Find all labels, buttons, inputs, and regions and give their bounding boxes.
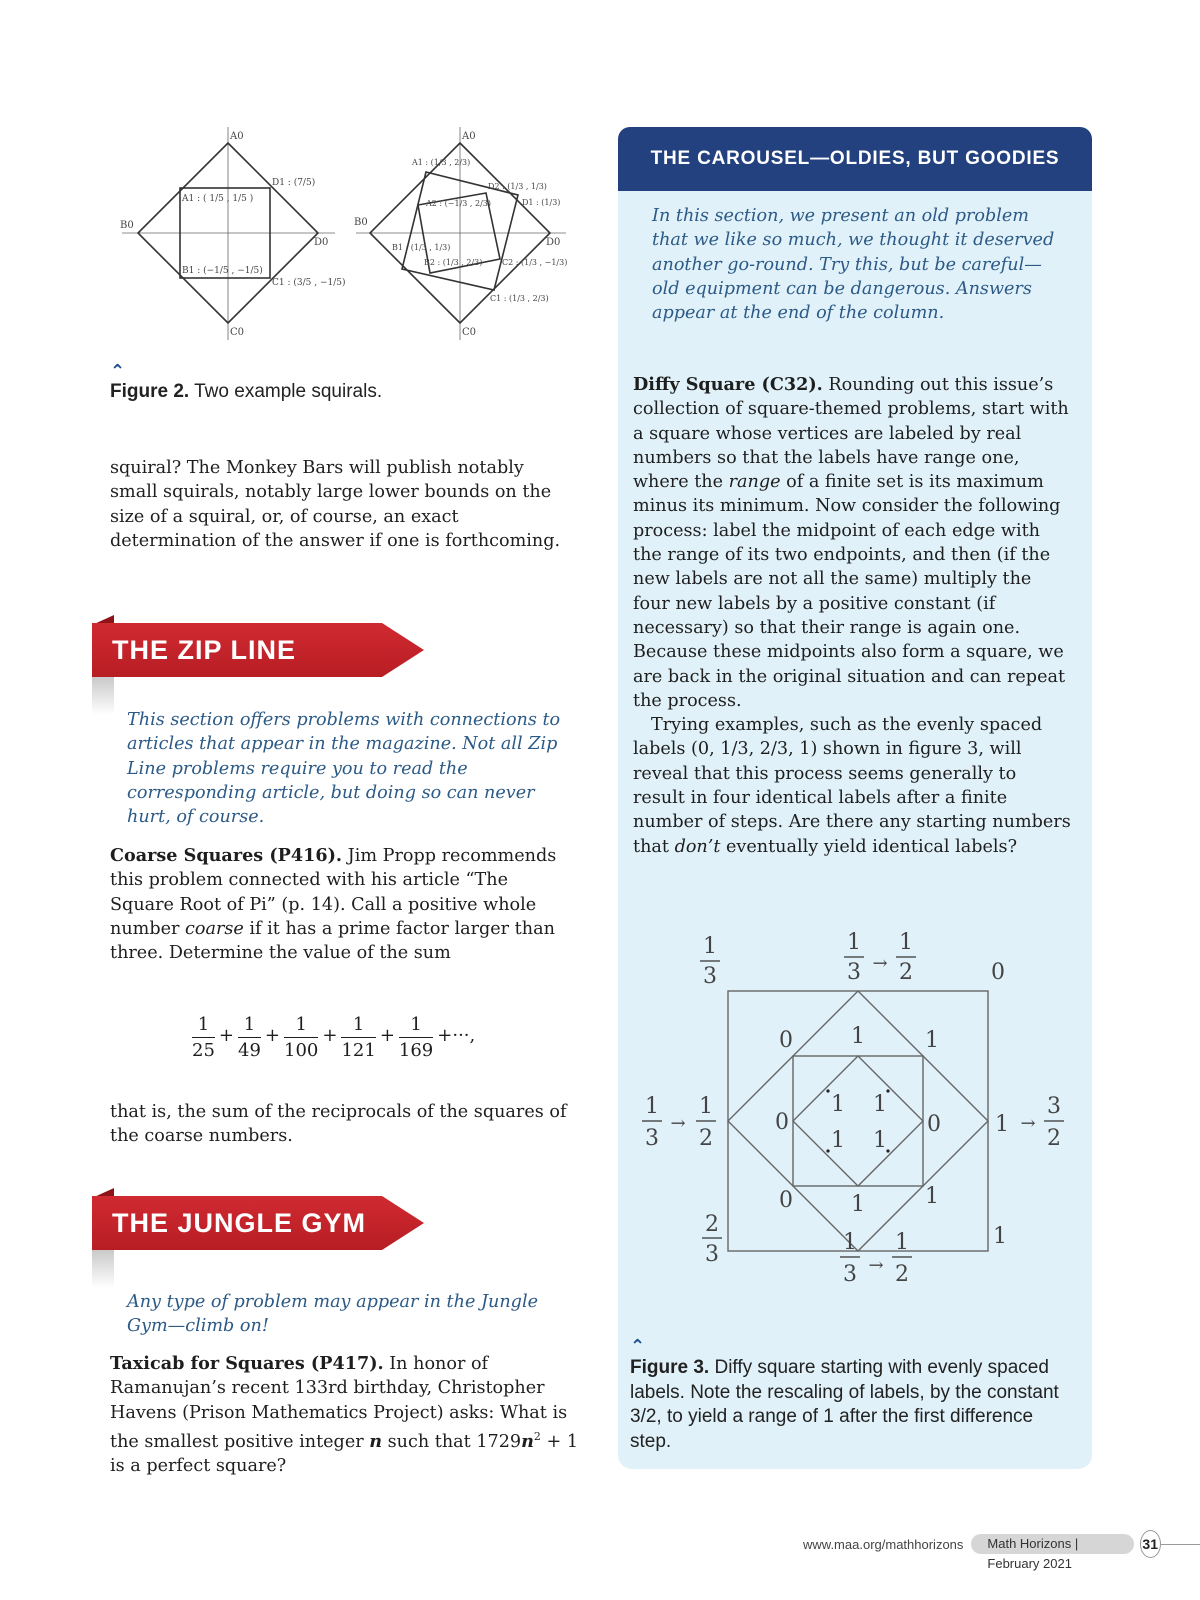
fig3-label: 2 [895,1262,909,1287]
right-label-D2: D2 : (1/3 , 1/3) [488,182,547,191]
fig3-arrow: → [872,953,888,974]
fig3-label: 0 [927,1112,941,1137]
right-label-B2: B2 : (1/3 , 2/3) [424,258,483,267]
right-label-C2: C2 : (1/3 , −1/3) [502,258,568,267]
fig3-label: 0 [779,1028,793,1053]
taxicab-text-1: In honor of Ramanujan’s recent 133rd birthday, Christopher Havens (Prison Mathematics Project) asks: What is the smallest positive integer [110,1354,568,1452]
figure-2-squirals [110,125,590,350]
figure-3-caption-label: Figure 3. [630,1357,710,1378]
fig3-label: 3 [1047,1094,1061,1119]
coarse-term: coarse [185,918,244,939]
coarse-squares-title: Coarse Squares (P416). [110,845,343,866]
fig3-label: 1 [851,1024,865,1049]
fig3-label: 1 [993,1224,1007,1249]
sum-denominator: 49 [238,1037,261,1063]
fig3-label: 1 [831,1092,845,1117]
right-label-D0: D0 [546,237,561,248]
left-label-B1: B1 : (−1/5 , −1/5) [182,266,263,276]
sum-denominator: 100 [284,1037,318,1063]
left-label-D0: D0 [314,237,329,248]
fig3-label: 2 [705,1212,719,1237]
sum-numerator: 1 [295,1014,307,1035]
fig3-label: 3 [843,1262,857,1287]
right-label-A1: A1 : (1/3 , 2/3) [412,158,471,167]
diffy-paragraph-1 [633,373,1073,713]
figure-3-caption [630,1356,1070,1454]
carousel-header [618,127,1092,191]
fig3-label: 0 [779,1188,793,1213]
carousel-header-title: THE CAROUSEL—OLDIES, BUT GOODIES [650,148,1060,169]
chevron-up-icon: ⌃ [630,1336,646,1357]
fig3-label: 1 [847,930,861,955]
left-label-B0: B0 [120,220,134,231]
diffy-square-problem [633,373,1073,859]
sum-denominator: 169 [399,1037,433,1063]
taxicab-expression: $1729n^2 + 1$ is a perfect square? [110,1429,579,1477]
taxicab-text-2: such that [387,1431,471,1452]
dont-term: don’t [674,836,721,857]
right-label-A0: A0 [462,131,476,142]
fig3-label: 0 [775,1110,789,1135]
fig3-label: 3 [703,964,717,989]
fig3-label: 2 [899,960,913,985]
chevron-up-icon: ⌃ [110,361,126,382]
fig3-label: 1 [645,1094,659,1119]
diffy-text: Trying examples, such as the evenly spaced labels (0, 1/3, 2/3, 1) shown in figure 3, will reveal that this process seems generally to result in four identical labels after a finite number of steps. Are there any starting numbers that [633,715,1071,857]
zip-line-intro: This section offers problems with connections to articles that appear in the magazine. Not all Zip Line problems require you to read the corresponding article, but doing so can never hurt, of course. [127,710,561,828]
diffy-text: of a finite set is its maximum minus its minimum. Now consider the following process: label the midpoint of each edge with the range of its two endpoints, and then (if the new labels are not all the same) multiply the four new labels by a positive constant (if necessary) so that their range is again one. Because these midpoints also form a square, we are back in the original situation and can repeat the process. [633,472,1066,711]
zip-line-title: THE ZIP LINE [112,635,297,665]
squiral-left [122,127,335,340]
fig3-label: 3 [645,1126,659,1151]
middle-square [793,1056,923,1186]
figure-2-caption-text: Two example squirals. [194,381,383,402]
left-label-A0: A0 [230,131,244,142]
sum-numerator: 1 [410,1014,422,1035]
right-label-D1: D1 : (1/3) [522,198,561,207]
left-label-A1: A1 : ( 1/5 , 1/5 ) [182,194,254,204]
sum-term [399,1013,433,1063]
carousel-intro: In this section, we present an old problem that we like so much, we thought it deserved another go-round. Try this, but be careful—old equipment can be dangerous. Answers appear at the end of the column. [652,206,1055,324]
fig3-label: 1 [843,1230,857,1255]
fig3-label: 1 [925,1184,939,1209]
jungle-gym-intro: Any type of problem may appear in the Jungle Gym—climb on! [127,1292,538,1337]
figure-3-caption-text: Diffy square starting with evenly spaced labels. Note the rescaling of labels, by the constant 3/2, to yield a range of 1 after the first difference step. [630,1357,1059,1452]
sum-formula: $\frac{1}{25}$ + $\frac{1}{49}$ + $\frac{1}{100}$ + $\frac{1}{121}$ + $\frac{1}{169}$ +···, [192,1014,476,1061]
diffy-text: eventually yield identical labels? [726,836,1018,857]
coarse-squares-problem [110,844,575,965]
figure-2-caption [110,381,382,403]
fig3-label: 1 [851,1192,865,1217]
right-label-A2: A2 : (−1/3 , 2/3) [426,199,491,208]
right-label-B1: B1 : (1/3 , 1/3) [392,243,451,252]
fig3-label: 1 [873,1092,887,1117]
page-footer [803,1530,1200,1571]
fig3-label: 2 [699,1126,713,1151]
fig3-label: 1 [895,1230,909,1255]
sum-numerator: 1 [243,1014,256,1035]
fig3-label: 1 [873,1128,887,1153]
taxicab-title: Taxicab for Squares (P417). [110,1353,384,1374]
right-label-B0: B0 [354,217,368,228]
sum-numerator: 1 [352,1014,365,1035]
sum-numerator: 1 [197,1014,210,1035]
diamond-2 [793,1056,923,1186]
figure-3-diffy-square [640,925,1080,1325]
fig3-label: 1 [831,1128,845,1153]
footer-url[interactable]: www.maa.org/mathhorizons [803,1536,964,1552]
coarse-squares-text-1: Jim Propp recommends this problem connected with his article “The Square Root of Pi” (p. 14). Call a positive whole number [110,846,557,939]
fig3-label: 1 [703,934,717,959]
sum-denominator: 121 [341,1037,375,1063]
fig3-label: 3 [705,1242,719,1267]
right-label-C0: C0 [462,327,477,338]
fig3-arrow: → [670,1113,686,1134]
range-term: range [728,472,781,493]
sum-denominator: 25 [192,1037,215,1063]
taxicab-problem [110,1352,580,1478]
page-number: 31 [1140,1530,1161,1558]
left-label-C1: C1 : (3/5 , −1/5) [272,278,346,288]
fig3-label: 3 [847,960,861,985]
sum-term [238,1013,261,1063]
left-label-C0: C0 [230,327,245,338]
sum-term [341,1013,375,1063]
fig3-label: 1 [925,1028,939,1053]
fig3-label: 2 [1047,1126,1061,1151]
sum-term [284,1013,318,1063]
left-label-D1: D1 : (7/5) [272,178,316,188]
figure-2-caption-label: Figure 2. [110,381,190,402]
after-sum-text: that is, the sum of the reciprocals of the squares of the coarse numbers. [110,1102,567,1147]
squiral-paragraph: squiral? The Monkey Bars will publish notably small squirals, notably large lower bounds on the size of a squiral, or, of course, an exact determination of the answer if one is forthcoming. [110,458,561,551]
diffy-paragraph-2 [633,713,1073,859]
fig3-label: 1 [899,930,913,955]
sum-tail: +···, [437,1024,476,1046]
right-label-C1: C1 : (1/3 , 2/3) [490,294,549,303]
footer-rule [1161,1544,1200,1545]
taxicab-var: n [369,1430,383,1452]
fig3-label: 1 [699,1094,713,1119]
footer-magazine: Math Horizons | February 2021 [971,1534,1133,1554]
sum-term [192,1013,215,1063]
fig3-label: 1 [995,1112,1009,1137]
diffy-title: Diffy Square (C32). [633,374,823,395]
fig3-arrow: → [1020,1113,1036,1134]
jungle-gym-title: THE JUNGLE GYM [112,1208,367,1238]
jungle-gym-banner [92,1196,424,1250]
zip-line-banner [92,623,424,677]
fig3-label: 0 [991,960,1005,985]
fig3-arrow: → [868,1255,884,1276]
coarse-squares-text-2: if it has a prime factor larger than three. Determine the value of the sum [110,918,555,964]
diffy-text: Rounding out this issue’s collection of square-themed problems, start with a square whose vertices are labeled by real numbers so that the labels have range one, where the [633,375,1069,493]
